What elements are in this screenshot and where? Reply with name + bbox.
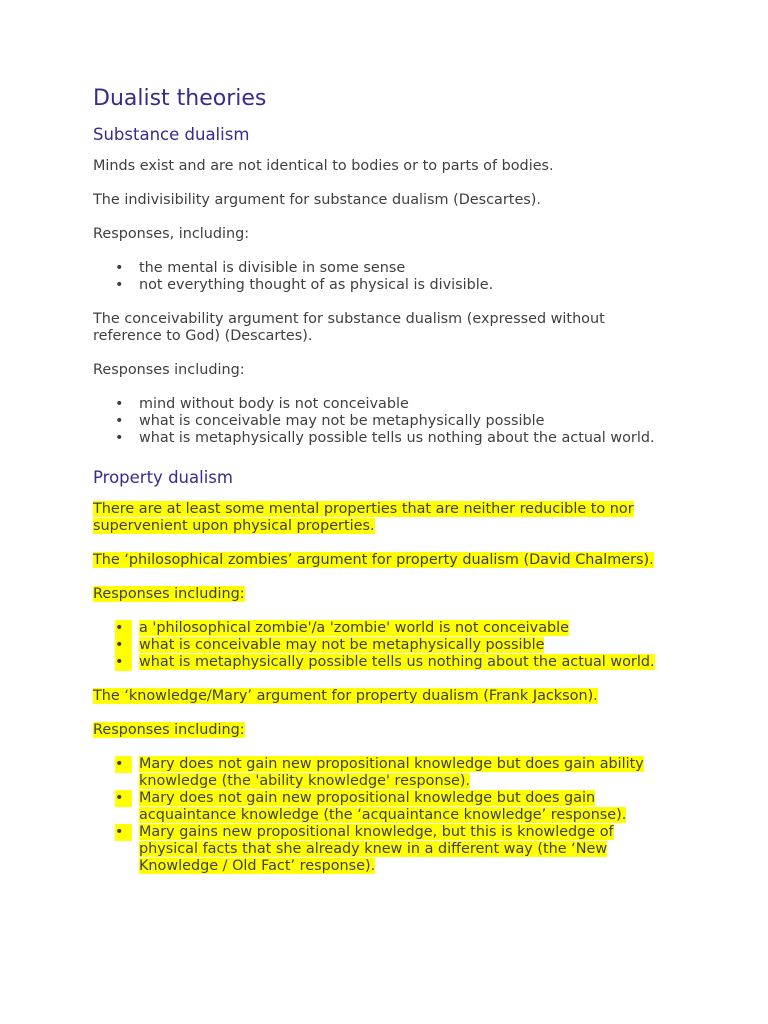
indivisibility-responses-list [93, 260, 673, 294]
knowledge-responses-label [93, 722, 673, 739]
list-item: • the mental is divisible in some sense [139, 260, 673, 277]
list-item [139, 756, 673, 790]
property-definition [93, 501, 673, 535]
list-item [139, 824, 673, 875]
list-item [139, 654, 673, 671]
list-item [139, 790, 673, 824]
highlighted-text: Mary does not gain new propositional knowledge but does gain acquaintance knowledge (the ‘acquaintance knowledge’ response). [139, 790, 627, 823]
list-item: • mind without body is not conceivable [139, 396, 673, 413]
conceivability-responses-list [93, 396, 673, 447]
property-dualism-heading: Property dualism [93, 468, 233, 487]
zombies-argument [93, 552, 673, 569]
indivisibility-responses-label: Responses, including: [93, 226, 250, 242]
highlighted-text: There are at least some mental properties that are neither reducible to nor supervenient upon physical properties. [93, 501, 634, 534]
highlighted-text: Mary gains new propositional knowledge, but this is knowledge of physical facts that she already knew in a different way (the ‘New Knowledge / Old Fact’ response). [139, 824, 614, 874]
zombies-responses-list [93, 620, 673, 671]
list-item [139, 637, 673, 654]
list-item: • what is conceivable may not be metaphysically possible [139, 413, 673, 430]
highlighted-text: a 'philosophical zombie'/a 'zombie' world is not conceivable [139, 620, 570, 636]
document-page [93, 84, 673, 892]
substance-definition: Minds exist and are not identical to bodies or to parts of bodies. [93, 158, 554, 174]
list-item: • not everything thought of as physical is divisible. [139, 277, 673, 294]
substance-dualism-heading: Substance dualism [93, 125, 250, 144]
page-title: Dualist theories [93, 86, 267, 111]
highlighted-text: Responses including: [93, 722, 245, 738]
highlighted-text: Responses including: [93, 586, 245, 602]
conceivability-responses-label: Responses including: [93, 362, 245, 378]
knowledge-responses-list [93, 756, 673, 875]
conceivability-argument: The conceivability argument for substance dualism (expressed without reference to God) (Descartes). [93, 311, 605, 344]
list-item: • what is metaphysically possible tells us nothing about the actual world. [139, 430, 673, 447]
highlighted-text: what is metaphysically possible tells us nothing about the actual world. [139, 654, 655, 670]
knowledge-argument [93, 688, 673, 705]
zombies-responses-label [93, 586, 673, 603]
indivisibility-argument: The indivisibility argument for substance dualism (Descartes). [93, 192, 541, 208]
highlighted-text: The ‘philosophical zombies’ argument for property dualism (David Chalmers). [93, 552, 654, 568]
highlighted-text: The ‘knowledge/Mary’ argument for property dualism (Frank Jackson). [93, 688, 598, 704]
highlighted-text: Mary does not gain new propositional knowledge but does gain ability knowledge (the 'ability knowledge' response). [139, 756, 644, 789]
highlighted-text: what is conceivable may not be metaphysically possible [139, 637, 545, 653]
list-item [139, 620, 673, 637]
